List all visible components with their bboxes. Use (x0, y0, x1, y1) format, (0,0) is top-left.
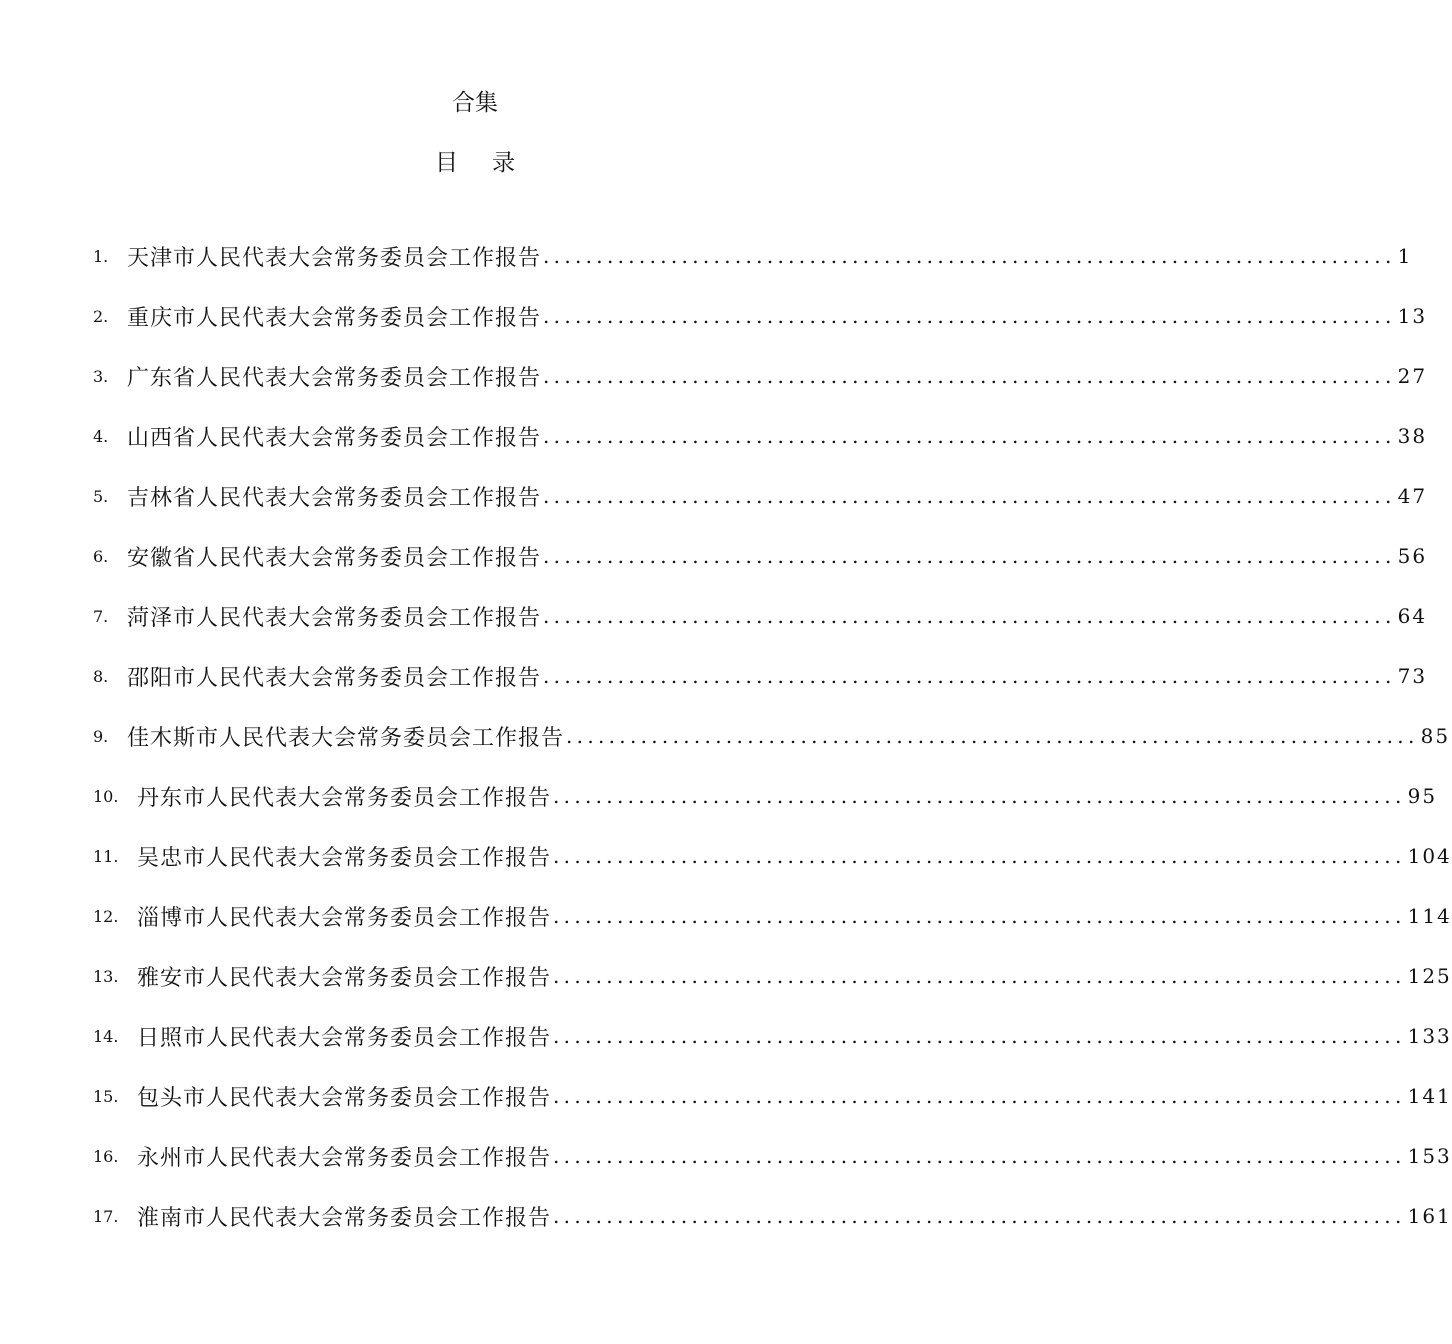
toc-entry-page: 153 (1407, 1144, 1452, 1168)
toc-entry[interactable] (93, 286, 1428, 346)
dot-leader: ................................................................................ (553, 964, 1406, 988)
toc-entry-label: 雅安市人民代表大会常务委员会工作报告 (137, 965, 552, 991)
dot-leader: ................................................................................ (543, 364, 1396, 388)
toc-entry-number: 12. (93, 906, 119, 926)
toc-entry-label: 日照市人民代表大会常务委员会工作报告 (137, 1025, 552, 1051)
toc-entry[interactable] (93, 1066, 1452, 1126)
toc-entry-number: 10. (93, 786, 119, 806)
toc-entry-label: 丹东市人民代表大会常务委员会工作报告 (137, 785, 552, 811)
toc-entry[interactable] (93, 946, 1452, 1006)
toc-entry-page: 47 (1397, 484, 1428, 508)
dot-leader: ................................................................................ (543, 604, 1396, 628)
dot-leader: ................................................................................ (543, 424, 1396, 448)
toc-entry-number: 9. (93, 726, 109, 746)
toc-entry[interactable] (93, 526, 1428, 586)
toc-entry-label: 包头市人民代表大会常务委员会工作报告 (137, 1085, 552, 1111)
toc-entry-label: 吉林省人民代表大会常务委员会工作报告 (127, 485, 542, 511)
toc-entry[interactable] (93, 1126, 1452, 1186)
toc-entry-page: 13 (1397, 304, 1428, 328)
toc-entry-page: 114 (1407, 904, 1452, 928)
dot-leader: ................................................................................ (566, 724, 1419, 748)
table-of-contents (93, 226, 1452, 1246)
toc-entry[interactable] (93, 1186, 1452, 1246)
dot-leader: ................................................................................ (553, 1144, 1406, 1168)
toc-entry[interactable] (93, 646, 1428, 706)
toc-entry-number: 1. (93, 246, 109, 266)
toc-entry-number: 5. (93, 486, 109, 506)
toc-heading: 目录 (435, 150, 549, 176)
dot-leader: ................................................................................ (543, 244, 1396, 268)
dot-leader: ................................................................................ (553, 784, 1406, 808)
document-title: 合集 (452, 90, 498, 116)
dot-leader: ................................................................................ (543, 664, 1396, 688)
toc-entry-page: 133 (1407, 1024, 1452, 1048)
toc-entry[interactable] (93, 1006, 1452, 1066)
dot-leader: ................................................................................ (543, 484, 1396, 508)
toc-entry-label: 山西省人民代表大会常务委员会工作报告 (127, 425, 542, 451)
toc-entry[interactable] (93, 406, 1428, 466)
toc-entry-number: 4. (93, 426, 109, 446)
toc-entry[interactable] (93, 466, 1428, 526)
toc-entry-number: 6. (93, 546, 109, 566)
toc-entry-page: 85 (1420, 724, 1451, 748)
toc-entry-label: 广东省人民代表大会常务委员会工作报告 (127, 365, 542, 391)
dot-leader: ................................................................................ (553, 1204, 1406, 1228)
dot-leader: ................................................................................ (553, 844, 1406, 868)
toc-entry-page: 38 (1397, 424, 1428, 448)
toc-entry-page: 73 (1397, 664, 1428, 688)
toc-entry-label: 淮南市人民代表大会常务委员会工作报告 (137, 1205, 552, 1231)
toc-entry-label: 菏泽市人民代表大会常务委员会工作报告 (127, 605, 542, 631)
toc-entry-label: 邵阳市人民代表大会常务委员会工作报告 (127, 665, 542, 691)
toc-entry-label: 永州市人民代表大会常务委员会工作报告 (137, 1145, 552, 1171)
toc-entry[interactable] (93, 826, 1452, 886)
toc-entry[interactable] (93, 706, 1451, 766)
toc-entry-number: 8. (93, 666, 109, 686)
toc-entry-page: 27 (1397, 364, 1428, 388)
toc-entry-number: 11. (93, 846, 119, 866)
toc-entry-label: 重庆市人民代表大会常务委员会工作报告 (127, 305, 542, 331)
toc-entry-page: 141 (1407, 1084, 1452, 1108)
toc-entry-label: 佳木斯市人民代表大会常务委员会工作报告 (127, 725, 565, 751)
toc-entry-number: 13. (93, 966, 119, 986)
toc-entry[interactable] (93, 766, 1438, 826)
toc-entry[interactable] (93, 886, 1452, 946)
toc-entry-page: 95 (1407, 784, 1438, 808)
toc-entry-page: 1 (1397, 244, 1413, 268)
toc-entry-label: 安徽省人民代表大会常务委员会工作报告 (127, 545, 542, 571)
toc-entry-page: 104 (1407, 844, 1452, 868)
toc-entry[interactable] (93, 586, 1428, 646)
toc-entry-page: 56 (1397, 544, 1428, 568)
toc-entry-page: 64 (1397, 604, 1428, 628)
dot-leader: ................................................................................ (553, 904, 1406, 928)
dot-leader: ................................................................................ (553, 1084, 1406, 1108)
toc-entry-label: 吴忠市人民代表大会常务委员会工作报告 (137, 845, 552, 871)
dot-leader: ................................................................................ (543, 544, 1396, 568)
toc-entry[interactable] (93, 226, 1413, 286)
toc-entry-number: 16. (93, 1146, 119, 1166)
toc-entry-number: 14. (93, 1026, 119, 1046)
dot-leader: ................................................................................ (553, 1024, 1406, 1048)
toc-entry-label: 天津市人民代表大会常务委员会工作报告 (127, 245, 542, 271)
toc-entry[interactable] (93, 346, 1428, 406)
toc-entry-label: 淄博市人民代表大会常务委员会工作报告 (137, 905, 552, 931)
toc-entry-number: 2. (93, 306, 109, 326)
toc-entry-number: 7. (93, 606, 109, 626)
toc-entry-number: 17. (93, 1206, 119, 1226)
toc-entry-number: 15. (93, 1086, 119, 1106)
dot-leader: ................................................................................ (543, 304, 1396, 328)
toc-entry-page: 125 (1407, 964, 1452, 988)
toc-entry-number: 3. (93, 366, 109, 386)
toc-entry-page: 161 (1407, 1204, 1452, 1228)
